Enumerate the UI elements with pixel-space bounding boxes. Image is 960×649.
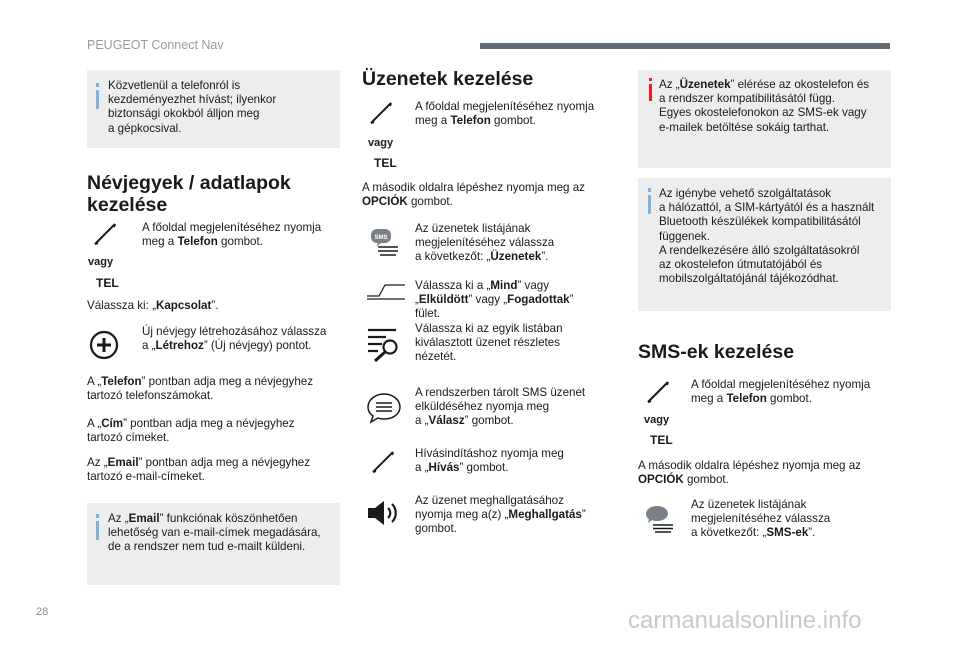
sms-list-icon bbox=[370, 226, 400, 256]
services-note-text: Az igénybe vehető szolgáltatások a hálózattól, a SIM-kártyától és a használt Bluetooth készülékek kompatibilitásától függenek. A rendelkezésére álló szolgáltatásokról az okostelefon útmutatójából és mobilszolgáltatójánál tájékozódhat. bbox=[659, 187, 875, 286]
info-icon bbox=[96, 90, 99, 109]
reply-text: A rendszerben tárolt SMS üzenet elküldéséhez nyomja meg a „Válasz” gombot. bbox=[415, 386, 586, 428]
second-page-text: A második oldalra lépéshez nyomja meg az OPCIÓK gombot. bbox=[362, 181, 585, 209]
email-para: Az „Email” pontban adja meg a névjegyhez tartozó e-mail-címeket. bbox=[87, 456, 311, 484]
sms-list-icon bbox=[645, 503, 675, 533]
tab-select-text: Válassza ki a „Mind” vagy „Elküldött” vagy „Fogadottak” fület. bbox=[415, 279, 574, 321]
speaker-icon bbox=[367, 500, 401, 526]
select-contact-text: Válassza ki: „Kapcsolat”. bbox=[87, 299, 219, 312]
listen-text: Az üzenet meghallgatásához nyomja meg a(z) „Meghallgatás” gombot. bbox=[415, 494, 586, 536]
message-detail-icon bbox=[366, 325, 404, 363]
info-note-text: Közvetlenül a telefonról is kezdeményezhet hívást; ilyenkor biztonsági okokból álljon meg a gépkocsival. bbox=[108, 79, 277, 135]
sms-list-text: Az üzenetek listájának megjelenítéséhez válassza a következőt: „SMS-ek”. bbox=[691, 498, 831, 540]
section-heading-messages: Üzenetek kezelése bbox=[362, 68, 534, 90]
phone-icon bbox=[646, 380, 670, 404]
sms-icon-label: SMS bbox=[374, 235, 388, 241]
phone-para: A „Telefon” pontban adja meg a névjegyhez tartozó telefonszámokat. bbox=[87, 375, 314, 403]
step-open-home: A főoldal megjelenítéséhez nyomja meg a Telefon gombot. bbox=[415, 100, 595, 128]
watermark: carmanualsonline.info bbox=[628, 607, 862, 634]
or-label: vagy bbox=[644, 414, 670, 426]
add-circle-icon bbox=[89, 330, 119, 360]
messages-list-text: Az üzenetek listájának megjelenítéséhez válassza a következőt: „Üzenetek”. bbox=[415, 222, 555, 264]
tel-button-label: TEL bbox=[96, 276, 119, 290]
header-bar bbox=[480, 43, 890, 49]
info-note-box bbox=[87, 70, 340, 148]
tab-icon bbox=[366, 282, 406, 302]
email-note-box bbox=[87, 503, 340, 585]
document-header-title: PEUGEOT Connect Nav bbox=[87, 38, 224, 52]
reply-message-icon bbox=[367, 393, 401, 423]
email-note-text: Az „Email” funkciónak köszönhetően lehetőség van e-mail-címek megadására, de a rendszer nem tud e-mailt küldeni. bbox=[108, 512, 321, 554]
section-heading-contacts: Névjegyek / adatlapok kezelése bbox=[87, 172, 291, 216]
phone-icon bbox=[371, 450, 395, 474]
phone-icon bbox=[369, 101, 393, 125]
message-detail-text: Válassza ki az egyik listában kiválasztott üzenet részletes nézetét. bbox=[415, 322, 563, 364]
phone-icon bbox=[93, 222, 117, 246]
services-note-box bbox=[638, 178, 891, 311]
second-page-text: A második oldalra lépéshez nyomja meg az OPCIÓK gombot. bbox=[638, 459, 861, 487]
page-number: 28 bbox=[36, 606, 49, 618]
info-icon bbox=[648, 195, 651, 214]
warning-icon bbox=[649, 84, 652, 101]
info-icon bbox=[96, 521, 99, 540]
call-text: Hívásindításhoz nyomja meg a „Hívás” gombot. bbox=[415, 447, 564, 475]
step-open-home: A főoldal megjelenítéséhez nyomja meg a Telefon gombot. bbox=[691, 378, 871, 406]
step-open-home: A főoldal megjelenítéséhez nyomja meg a Telefon gombot. bbox=[142, 221, 322, 249]
section-heading-sms: SMS-ek kezelése bbox=[638, 341, 795, 363]
warning-note-text: Az „Üzenetek” elérése az okostelefon és a rendszer kompatibilitásától függ. Egyes okostelefonokon az SMS-ek vagy e-mailek betöltése sokáig tarthat. bbox=[659, 78, 870, 134]
tel-button-label: TEL bbox=[374, 156, 397, 170]
or-label: vagy bbox=[368, 137, 394, 149]
warning-note-box bbox=[638, 70, 891, 168]
address-para: A „Cím” pontban adja meg a névjegyhez tartozó címeket. bbox=[87, 417, 295, 445]
tel-button-label: TEL bbox=[650, 433, 673, 447]
new-contact-text: Új névjegy létrehozásához válassza a „Létrehoz” (Új névjegy) pontot. bbox=[142, 325, 327, 353]
or-label: vagy bbox=[88, 256, 114, 268]
